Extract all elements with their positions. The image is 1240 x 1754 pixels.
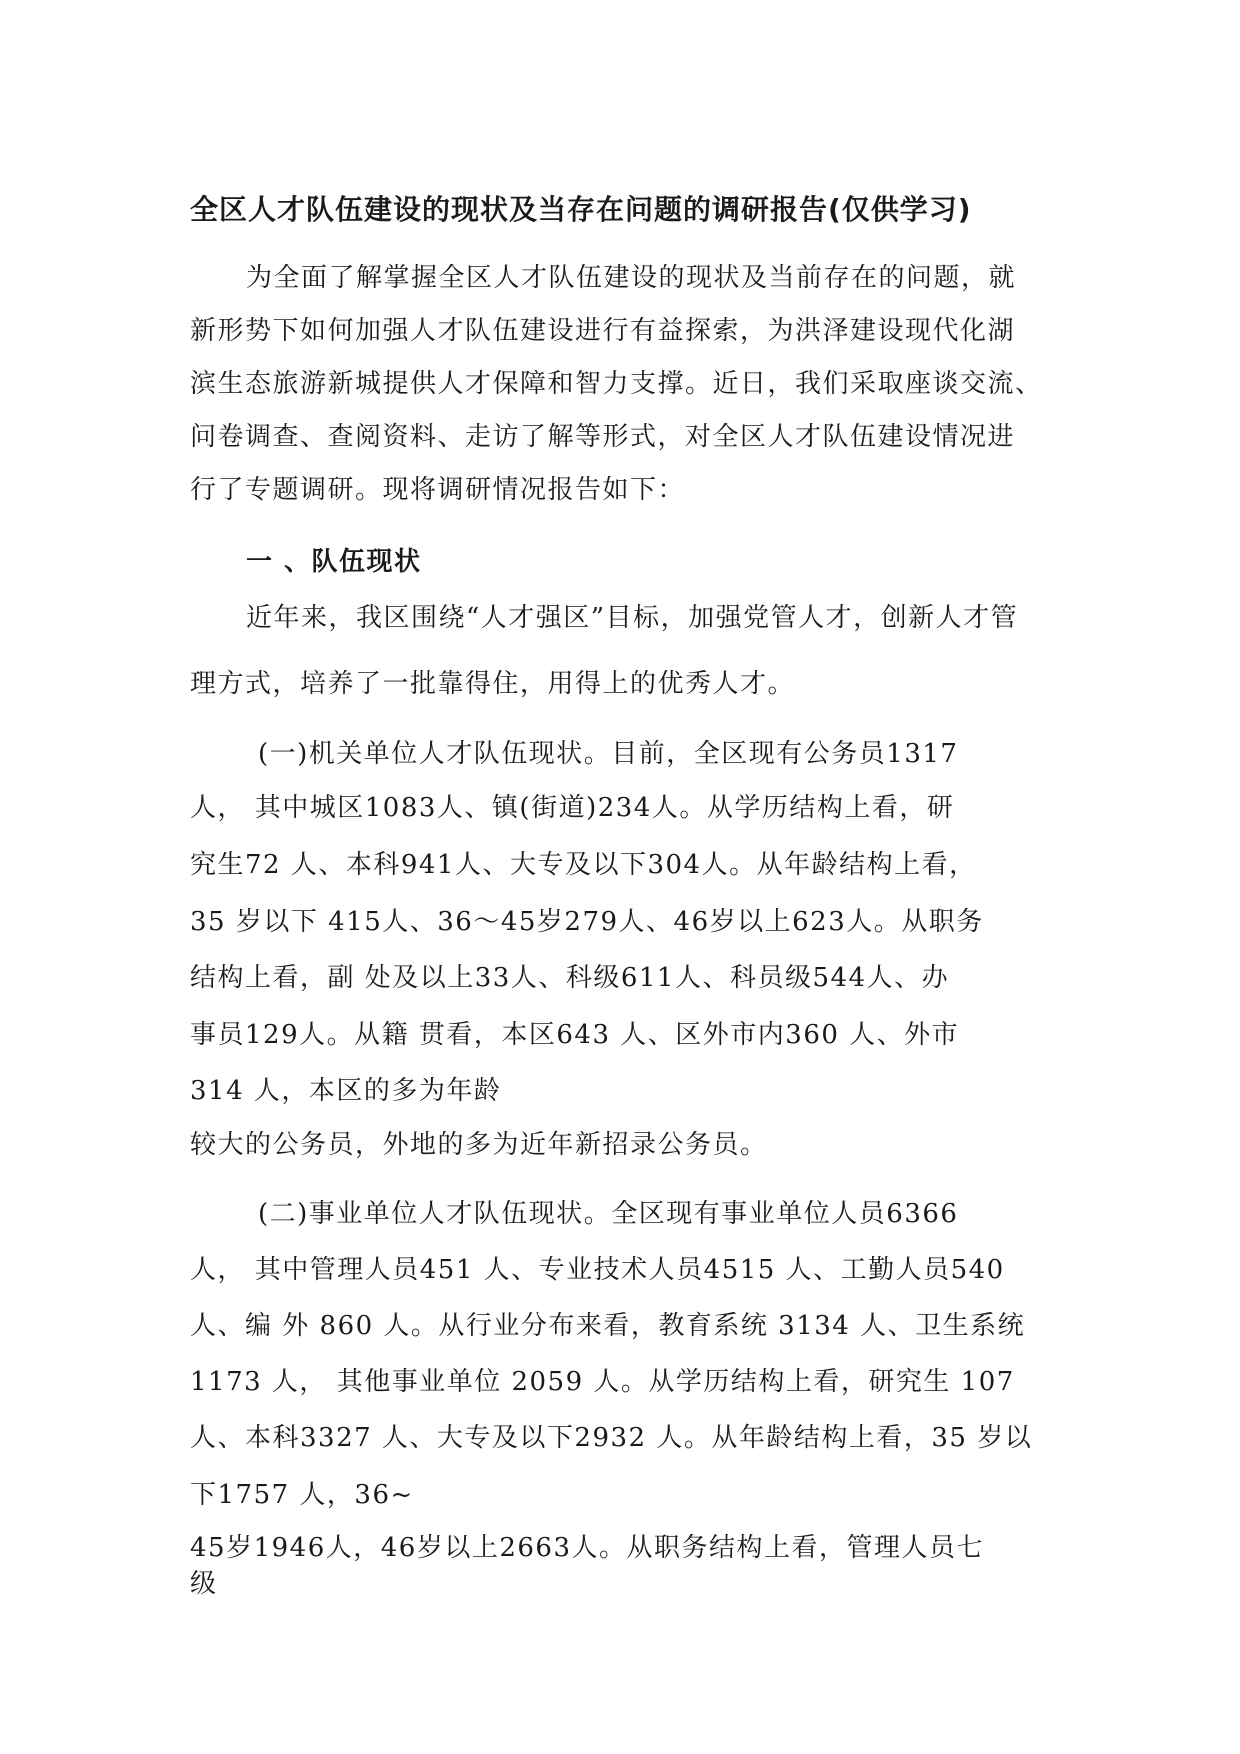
paragraph-line: 理方式，培养了一批靠得住，用得上的优秀人才。 [190, 669, 796, 699]
paragraph-line: 事员129人。从籍 贯看，本区643 人、区外市内360 人、外市 [190, 1020, 960, 1050]
paragraph-line: 人、编 外 860 人。从行业分布来看，教育系统 3134 人、卫生系统 [190, 1311, 1026, 1341]
paragraph-line: 行了专题调研。现将调研情况报告如下： [190, 475, 686, 505]
paragraph-line: 下1757 人，36~ [190, 1480, 414, 1510]
paragraph-line: 结构上看，副 处及以上33人、科级611人、科员级544人、办 [190, 963, 950, 993]
document-title: 全区人才队伍建设的现状及当存在问题的调研报告(仅供学习) [190, 193, 972, 226]
paragraph-line: 近年来，我区围绕“人才强区”目标，加强党管人才，创新人才管 [246, 603, 1019, 633]
paragraph-line: (一)机关单位人才队伍现状。目前，全区现有公务员1317 [258, 739, 959, 769]
paragraph-line: 35 岁以下 415人、36～45岁279人、46岁以上623人。从职务 [190, 907, 984, 937]
paragraph-line: 较大的公务员，外地的多为近年新招录公务员。 [190, 1130, 768, 1160]
paragraph-line: 新形势下如何加强人才队伍建设进行有益探索，为洪泽建设现代化湖 [190, 316, 1016, 346]
paragraph-line: 45岁1946人，46岁以上2663人。从职务结构上看，管理人员七 [190, 1533, 985, 1563]
paragraph-line: 为全面了解掌握全区人才队伍建设的现状及当前存在的问题，就 [246, 263, 1017, 293]
paragraph-line: 1173 人， 其他事业单位 2059 人。从学历结构上看，研究生 107 [190, 1367, 1015, 1397]
paragraph-line: 人、本科3327 人、大专及以下2932 人。从年龄结构上看，35 岁以 [190, 1423, 1033, 1453]
paragraph-line: 人， 其中城区1083人、镇(街道)234人。从学历结构上看，研 [190, 793, 955, 823]
paragraph-line: 问卷调查、查阅资料、走访了解等形式，对全区人才队伍建设情况进 [190, 422, 1016, 452]
paragraph-line: 人， 其中管理人员451 人、专业技术人员4515 人、工勤人员540 [190, 1255, 1005, 1285]
paragraph-line: 314 人，本区的多为年龄 [190, 1076, 502, 1106]
paragraph-line: 级 [190, 1569, 218, 1599]
paragraph-line: (二)事业单位人才队伍现状。全区现有事业单位人员6366 [258, 1199, 959, 1229]
paragraph-line: 究生72 人、本科941人、大专及以下304人。从年龄结构上看， [190, 850, 977, 880]
section-heading: 一 、队伍现状 [246, 547, 422, 577]
paragraph-line: 滨生态旅游新城提供人才保障和智力支撑。近日，我们采取座谈交流、 [190, 369, 1043, 399]
